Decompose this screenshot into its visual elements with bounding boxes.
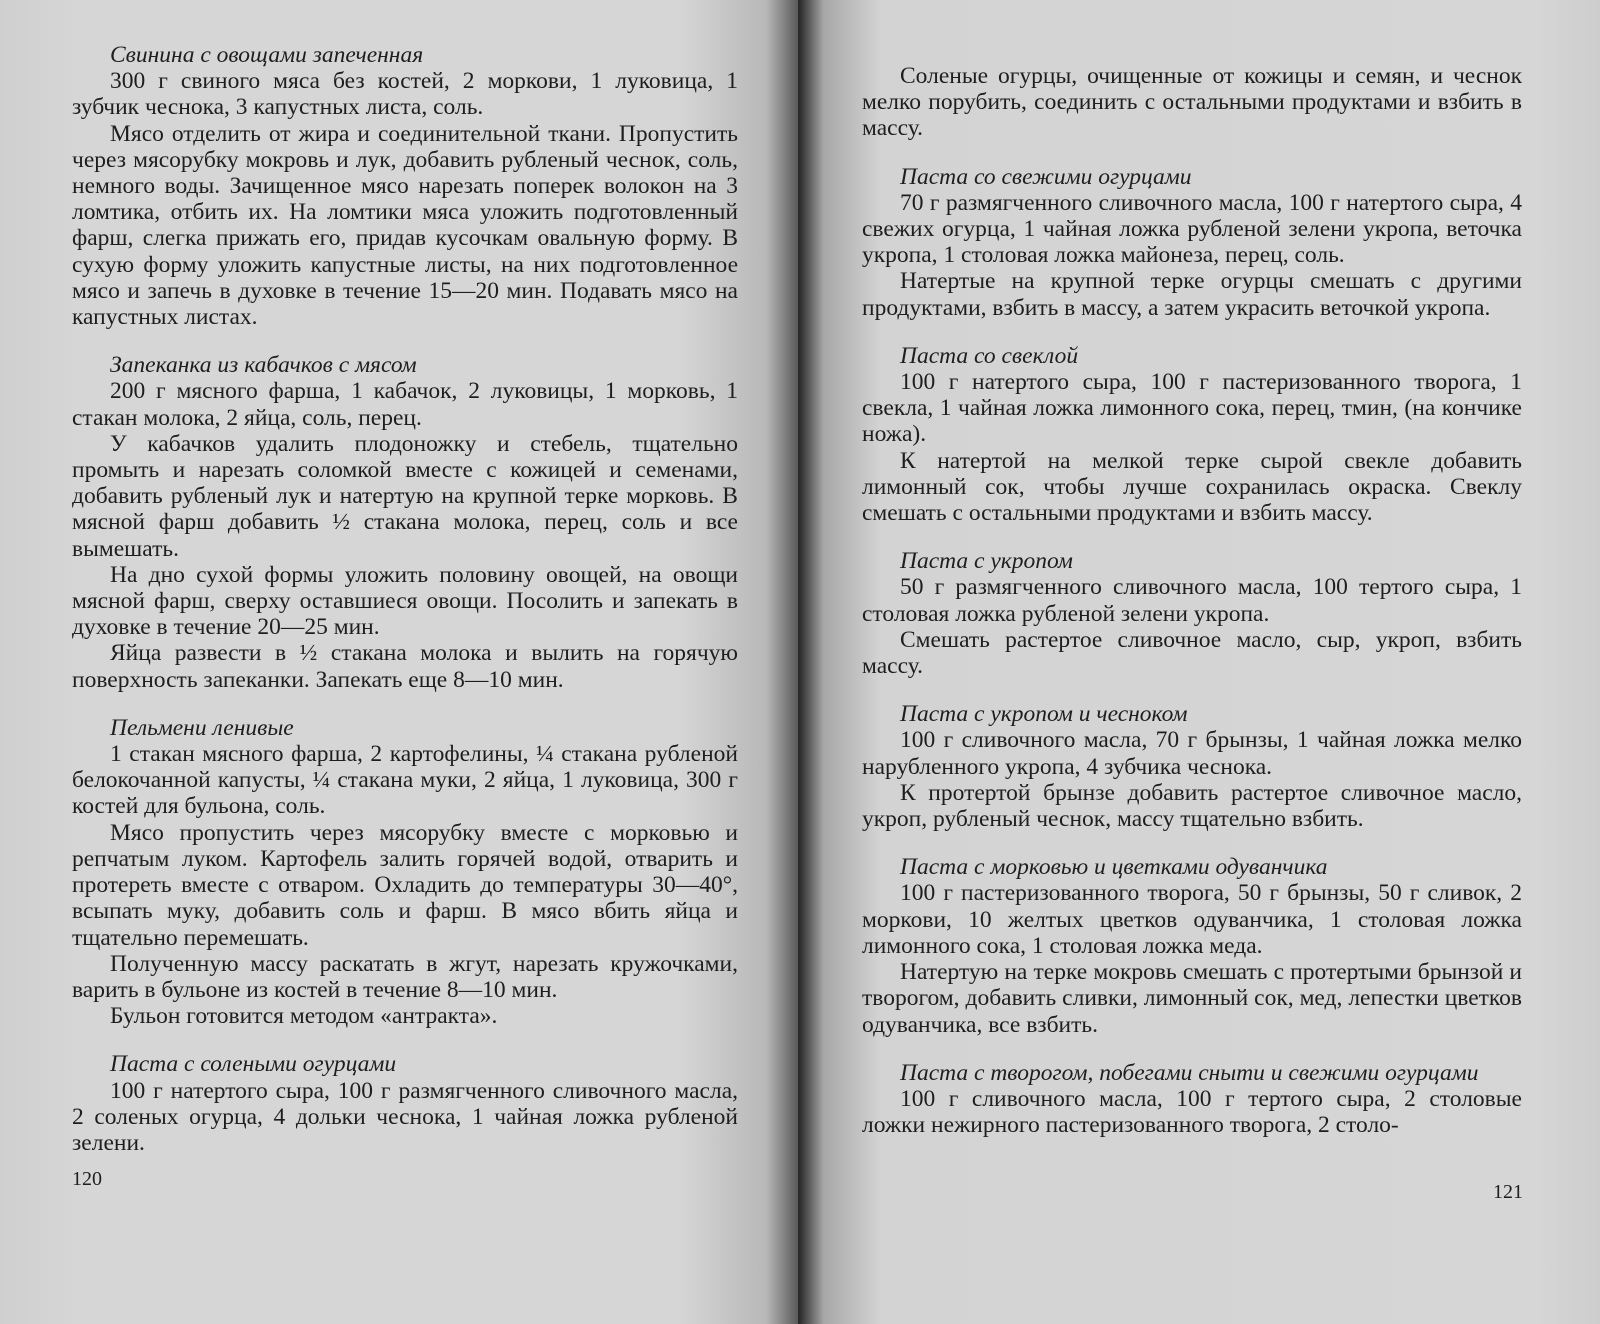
recipe-section xyxy=(862,164,1522,321)
recipe-title: Паста с солеными огурцами xyxy=(110,1051,397,1078)
recipe-instructions: Мясо отделить от жира и соединительной ткани. Пропустить через мясорубку мокровь и лук, добавить рубленый чеснок, соль, немного воды. Зачищенное мясо нарезать поперек волокон на 3 ломтика, отбить их. На ломтики мяса уложить подготовленный фарш, слегка прижать его, придав кусочкам овальную форму. В сухую форму уложить капустные листы, на них подготовленное мясо и запечь в духовке в течение 15—20 мин. Подавать мясо на капустных листах. xyxy=(72,120,738,331)
recipe-title: Запеканка из кабачков с мясом xyxy=(110,352,417,379)
recipe-instructions: Бульон готовится методом «антракта». xyxy=(110,1003,498,1030)
recipe-section xyxy=(72,1051,738,1156)
recipe-title: Пельмени ленивые xyxy=(110,714,294,741)
recipe-ingredients: 70 г размягченного сливочного масла, 100 г натертого сыра, 4 свежих огурца, 1 чайная ложка рубленой зелени укропа, веточка укропа, 1 столовая ложка майонеза, перец, соль. xyxy=(862,189,1522,269)
recipe-ingredients: 100 г сливочного масла, 100 г тертого сыра, 2 столовые ложки нежирного пастеризованного творога, 2 столо- xyxy=(862,1085,1522,1139)
recipe-instructions: Натертые на крупной терке огурцы смешать с другими продуктами, взбить в массу, а затем украсить веточкой укропа. xyxy=(862,268,1522,321)
recipe-ingredients: 100 г пастеризованного творога, 50 г брынзы, 50 г сливок, 2 моркови, 10 желтых цветков одуванчика, 1 столовая ложка лимонного сока, 1 столовая ложка меда. xyxy=(862,880,1522,959)
recipe-ingredients: 300 г свиного мяса без костей, 2 моркови, 1 луковица, 1 зубчик чеснока, 3 капустных листа, соль. xyxy=(72,68,738,121)
page-number: 120 xyxy=(72,1168,102,1190)
recipe-title: Паста с укропом xyxy=(900,548,1073,575)
recipe-instructions: Мясо пропустить через мясорубку вместе с морковью и репчатым луком. Картофель залить горячей водой, отварить и протереть вместе с отваром. Охладить до температуры 30—40°, всыпать муку, добавить соль и фарш. В мясо вбить яйца и тщательно перемешать. xyxy=(72,819,738,951)
recipe-section xyxy=(862,854,1522,1037)
recipe-section xyxy=(862,548,1522,679)
recipe-ingredients: 200 г мясного фарша, 1 кабачок, 2 луковицы, 1 морковь, 1 стакан молока, 2 яйца, соль, перец. xyxy=(72,378,738,431)
recipe-instructions: К протертой брынзе добавить растертое сливочное масло, укроп, рубленый чеснок, массу тщательно взбить. xyxy=(862,779,1522,833)
recipe-section xyxy=(862,343,1522,526)
recipe-instructions: У кабачков удалить плодоножку и стебель, тщательно промыть и нарезать соломкой вместе с кожицей и семенами, добавить рубленый лук и натертую на крупной терке морковь. В мясной фарш добавить ½ стакана молока, перец, соль и все вымешать. xyxy=(72,430,738,562)
recipe-instructions: На дно сухой формы уложить половину овощей, на овощи мясной фарш, сверху оставшиеся овощи. Посолить и запекать в духовке в течение 20—25 мин. xyxy=(72,561,738,641)
left-page xyxy=(0,0,798,1324)
recipe-section xyxy=(72,42,738,330)
recipe-ingredients: 100 г сливочного масла, 70 г брынзы, 1 чайная ложка мелко нарубленного укропа, 4 зубчика чеснока. xyxy=(862,727,1522,780)
recipe-ingredients: 100 г натертого сыра, 100 г размягченного сливочного масла, 2 соленых огурца, 4 дольки чеснока, 1 чайная ложка рубленой зелени. xyxy=(72,1077,738,1156)
recipe-ingredients: 50 г размягченного сливочного масла, 100 тертого сыра, 1 столовая ложка рубленой зелени укропа. xyxy=(862,574,1522,627)
recipe-title: Паста с укропом и чесноком xyxy=(900,701,1188,728)
recipe-ingredients: 100 г натертого сыра, 100 г пастеризованного творога, 1 свекла, 1 чайная ложка лимонного сока, перец, тмин, (на кончике ножа). xyxy=(862,369,1522,448)
recipe-title: Свинина с овощами запеченная xyxy=(110,42,424,68)
recipe-instructions: Смешать растертое сливочное масло, сыр, укроп, взбить массу. xyxy=(862,626,1522,680)
recipe-title: Паста с морковью и цветками одуванчика xyxy=(900,854,1328,881)
left-page-text xyxy=(72,42,738,1178)
page-number: 121 xyxy=(1493,1181,1523,1203)
recipe-title: Паста с творогом, побегами сныти и свежими огурцами xyxy=(900,1059,1479,1086)
recipe-continuation xyxy=(862,63,1522,142)
recipe-title: Паста со свежими огурцами xyxy=(900,163,1192,190)
recipe-section xyxy=(72,352,738,693)
recipe-section xyxy=(862,1060,1522,1139)
right-page xyxy=(800,0,1600,1324)
recipe-ingredients: 1 стакан мясного фарша, 2 картофелины, ¼ стакана рубленой белокочанной капусты, ¼ стакана муки, 2 яйца, 1 луковица, 300 г костей для бульона, соль. xyxy=(72,741,738,820)
recipe-instructions: Натертую на терке мокровь смешать с протертыми брынзой и творогом, добавить сливки, лимонный сок, мед, лепестки цветков одуванчика, все взбить. xyxy=(862,959,1522,1038)
recipe-instructions: К натертой на мелкой терке сырой свекле добавить лимонный сок, чтобы лучше сохранилась окраска. Свеклу смешать с остальными продуктами и взбить массу. xyxy=(862,447,1522,527)
recipe-section xyxy=(72,715,738,1029)
recipe-instructions: Полученную массу раскатать в жгут, нарезать кружочками, варить в бульоне из костей в течение 8—10 мин. xyxy=(72,950,738,1003)
continued-instructions: Соленые огурцы, очищенные от кожицы и семян, и чеснок мелко порубить, соединить с остальными продуктами и взбить в массу. xyxy=(862,63,1522,142)
right-page-text xyxy=(862,63,1522,1160)
recipe-instructions: Яйца развести в ½ стакана молока и вылить на горячую поверхность запеканки. Запекать еще 8—10 мин. xyxy=(72,640,738,693)
recipe-title: Паста со свеклой xyxy=(900,342,1079,369)
recipe-section xyxy=(862,701,1522,832)
